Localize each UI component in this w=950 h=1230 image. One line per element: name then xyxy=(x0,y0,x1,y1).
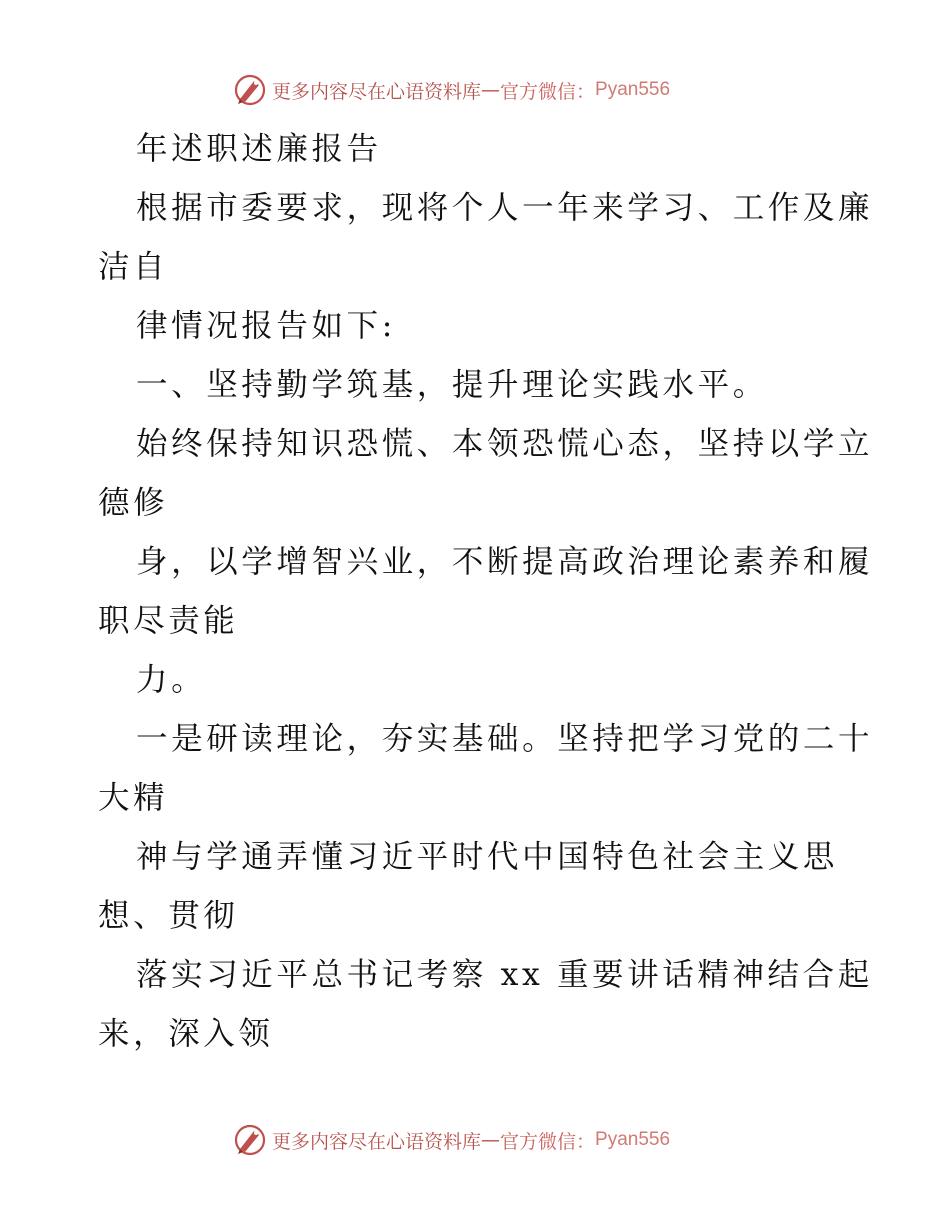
section-heading: 一、坚持勤学筑基，提升理论实践水平。 xyxy=(136,367,768,403)
banner-dash: — xyxy=(481,79,501,101)
banner-text: 更多内容尽在心语资料库 xyxy=(272,80,482,103)
pen-circle-logo-icon xyxy=(232,72,268,108)
banner-wechat-label: 官方微信： xyxy=(500,80,596,103)
header-banner[interactable] xyxy=(232,70,670,110)
paragraph-line: 大精 xyxy=(98,780,169,816)
paragraph-line: 职尽责能 xyxy=(98,603,239,639)
pen-circle-logo-icon xyxy=(232,1122,268,1158)
paragraph-line: 洁自 xyxy=(98,249,169,285)
paragraph-line: 德修 xyxy=(98,485,169,521)
paragraph-line: 想、贯彻 xyxy=(98,898,239,934)
banner-text: 更多内容尽在心语资料库 xyxy=(272,1130,482,1153)
banner-wechat-id: Pyan556 xyxy=(595,79,671,100)
paragraph-line: 来，深入领 xyxy=(98,1016,274,1052)
paragraph-line: 神与学通弄懂习近平时代中国特色社会主义思 xyxy=(136,839,839,875)
banner-dash: — xyxy=(481,1129,501,1151)
paragraph-line: 始终保持知识恐慌、本领恐慌心态，坚持以学立 xyxy=(136,426,874,462)
paragraph-line: 身，以学增智兴业，不断提高政治理论素养和履 xyxy=(136,544,874,580)
paragraph-line: 力。 xyxy=(136,662,207,698)
paragraph-line: 落实习近平总书记考察 xx 重要讲话精神结合起 xyxy=(136,957,873,993)
banner-wechat-id: Pyan556 xyxy=(595,1129,671,1150)
banner-wechat-label: 官方微信： xyxy=(500,1130,596,1153)
doc-title: 年述职述廉报告 xyxy=(136,131,382,167)
footer-banner[interactable] xyxy=(232,1120,670,1160)
paragraph-line: 一是研读理论，夯实基础。坚持把学习党的二十 xyxy=(136,721,874,757)
document-body xyxy=(98,120,874,1064)
paragraph-line: 律情况报告如下: xyxy=(136,308,396,344)
paragraph-line: 根据市委要求，现将个人一年来学习、工作及廉 xyxy=(136,190,874,226)
